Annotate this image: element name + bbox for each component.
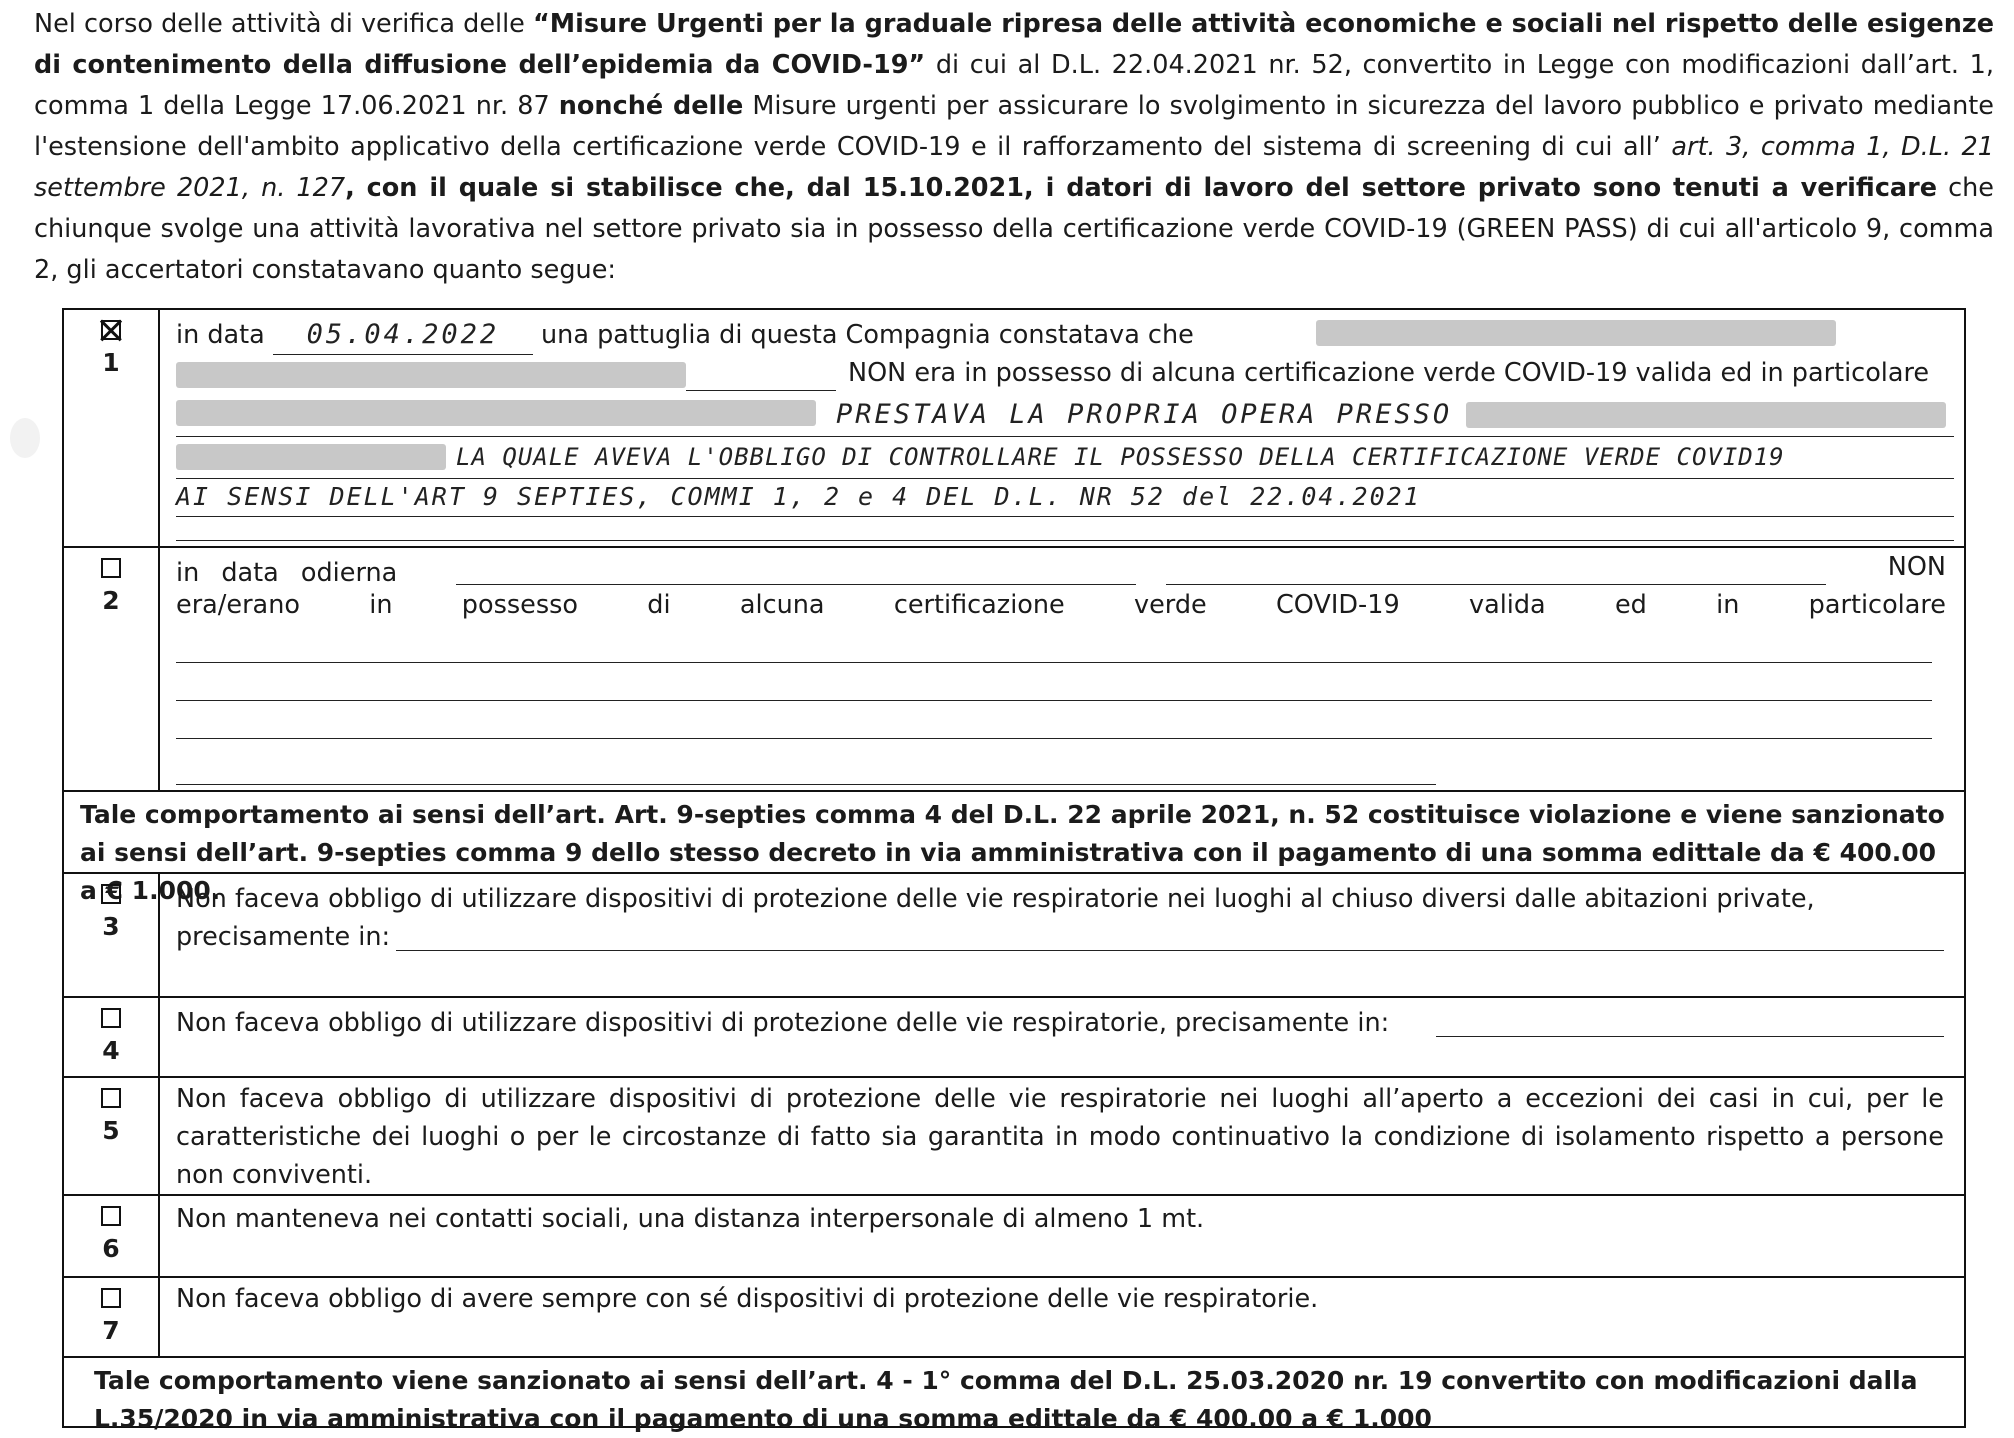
paper-hole-mark bbox=[10, 418, 40, 458]
table-row-2 bbox=[64, 546, 1964, 790]
checkbox-6[interactable] bbox=[101, 1206, 121, 1226]
row-number: 1 bbox=[102, 348, 120, 377]
sanction-summary-2: Tale comportamento viene sanzionato ai sensi dell’art. 4 - 1° comma del D.L. 25.03.2020 nr. 19 convertito con modificazioni dalla L.35/2020 in via amministrativa con il pagamento di una somma edittale da € 400.00 a € 1.000 bbox=[64, 1356, 1964, 1430]
violation-table bbox=[62, 308, 1966, 1433]
row1-content: in data 05.04.2022 una pattuglia di questa Compagnia constatava che NON era in possesso di alcuna certificazione verde COVID-19 valida ed in particolare PRESTAVA LA PROPRIA OPERA PRESSO LA QUALE AVEVA L'OBBLIGO DI CONTROLLARE IL POSSESSO DELLA CERTIFICAZIONE VERDE COVID19 AI SENSI DELL'ART 9 SEPTIES, COMMI 1, 2 e 4 DEL D.L. NR 52 del 22.04.2021 bbox=[176, 310, 1954, 546]
table-row-4 bbox=[64, 996, 1964, 1076]
redacted-info bbox=[176, 362, 686, 388]
row3-content: Non faceva obbligo di utilizzare dispositivi di protezione delle vie respiratorie nei luoghi al chiuso diversi dalle abitazioni private, precisamente in: bbox=[176, 874, 1954, 1004]
row-number: 3 bbox=[102, 912, 120, 941]
sanction-summary-1: Tale comportamento ai sensi dell’art. Art. 9-septies comma 4 del D.L. 22 aprile 2021, n. 52 costituisce violazione e viene sanzionato ai sensi dell’art. 9-septies comma 9 dello stesso decreto in via amministrativa con il pagamento di una somma edittale da € 400.00 a € 1.000. bbox=[64, 790, 1964, 872]
date-field[interactable]: 05.04.2022 bbox=[273, 316, 533, 355]
row4-content: Non faceva obbligo di utilizzare dispositivi di protezione delle vie respiratorie, precisamente in: bbox=[176, 998, 1954, 1084]
redacted-company bbox=[176, 444, 446, 470]
checkbox-5[interactable] bbox=[101, 1088, 121, 1108]
redacted-name bbox=[1316, 320, 1836, 346]
checkbox-3[interactable] bbox=[101, 884, 121, 904]
row2-content: in data odierna NON era/erano in possesso di alcuna certificazione verde COVID-19 valida ed in particolare bbox=[176, 548, 1954, 792]
checkbox-7[interactable] bbox=[101, 1288, 121, 1308]
row-number: 5 bbox=[102, 1116, 120, 1145]
table-row-6 bbox=[64, 1194, 1964, 1276]
checkbox-1[interactable] bbox=[101, 320, 121, 340]
row-number: 2 bbox=[102, 586, 120, 615]
row-number: 4 bbox=[102, 1036, 120, 1065]
row6-content: Non manteneva nei contatti sociali, una distanza interpersonale di almeno 1 mt. bbox=[176, 1204, 1205, 1234]
row-number: 7 bbox=[102, 1316, 120, 1345]
row7-content: Non faceva obbligo di avere sempre con sé dispositivi di protezione delle vie respiratorie. bbox=[176, 1284, 1319, 1314]
intro-paragraph: Nel corso delle attività di verifica delle “Misure Urgenti per la graduale ripresa delle attività economiche e sociali nel rispetto delle esigenze di contenimento della diffusione dell’epidemia da COVID-19” di cui al D.L. 22.04.2021 nr. 52, convertito in Legge con modificazioni dall’art. 1, comma 1 della Legge 17.06.2021 nr. 87 nonché delle Misure urgenti per assicurare lo svolgimento in sicurezza del lavoro pubblico e privato mediante l'estensione dell'ambito applicativo della certificazione verde COVID-19 e il rafforzamento del sistema di screening di cui all’ art. 3, comma 1, D.L. 21 settembre 2021, n. 127, con il quale si stabilisce che, dal 15.10.2021, i datori di lavoro del settore privato sono tenuti a verificare che chiunque svolge una attività lavorativa nel settore privato sia in possesso della certificazione verde COVID-19 (GREEN PASS) di cui all'articolo 9, comma 2, gli accertatori constatavano quanto segue: bbox=[34, 9, 1995, 285]
table-row-1 bbox=[64, 310, 1964, 546]
handwritten-line-2: LA QUALE AVEVA L'OBBLIGO DI CONTROLLARE IL POSSESSO DELLA CERTIFICAZIONE VERDE COVID19 bbox=[456, 443, 1785, 471]
handwritten-line-3: AI SENSI DELL'ART 9 SEPTIES, COMMI 1, 2 e 4 DEL D.L. NR 52 del 22.04.2021 bbox=[176, 482, 1421, 511]
row5-content: Non faceva obbligo di utilizzare dispositivi di protezione delle vie respiratorie nei luoghi all’aperto a eccezioni dei casi in cui, per le caratteristiche dei luoghi o per le circostanze di fatto sia garantita in modo continuativo la condizione di isolamento rispetto a persone non conviventi. bbox=[176, 1084, 1944, 1190]
checkbox-2[interactable] bbox=[101, 558, 121, 578]
table-row-5 bbox=[64, 1076, 1964, 1194]
row-number: 6 bbox=[102, 1234, 120, 1263]
table-row-3 bbox=[64, 872, 1964, 996]
handwritten-line-1: PRESTAVA LA PROPRIA OPERA PRESSO bbox=[836, 399, 1453, 430]
redacted-company bbox=[1466, 402, 1946, 428]
redacted-info bbox=[176, 400, 816, 426]
checkbox-4[interactable] bbox=[101, 1008, 121, 1028]
table-row-7 bbox=[64, 1276, 1964, 1356]
